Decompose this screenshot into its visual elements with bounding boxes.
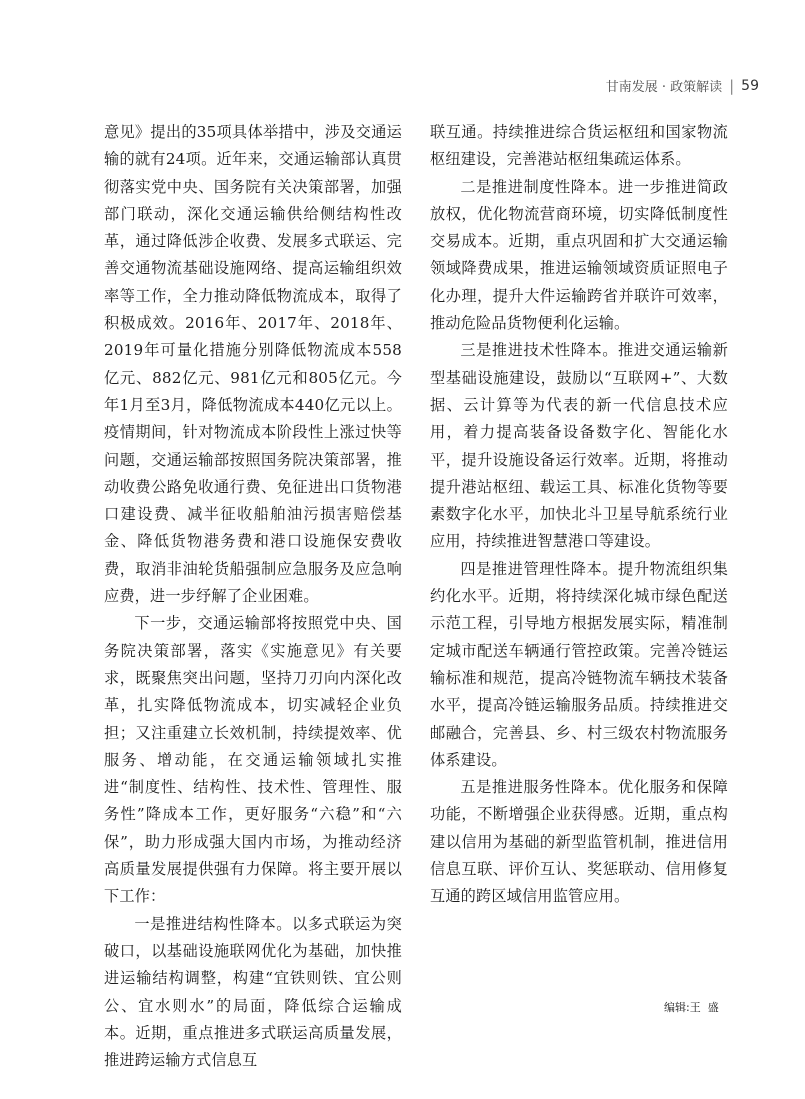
paragraph: 下一步，交通运输部将按照党中央、国务院决策部署，落实《实施意见》有关要求，既聚焦突出问题，坚持刀刃向内深化改革，扎实降低物流成本，切实减轻企业负担；又注重建立长效机制，持续提效率、优服务、增动能，在交通运输领域扎实推进“制度性、结构性、技术性、管理性、服务性”降成本工作，更好服务“六稳”和“六保”，助力形成强大国内市场，为推动经济高质量发展提供强有力保障。将主要开展以下工作：: [104, 614, 402, 906]
paragraph: 四是推进管理性降本。提升物流组织集约化水平。近期，将持续深化城市绿色配送示范工程，引导地方根据发展实际，精准制定城市配送车辆通行管控政策。完善冷链运输标准和规范，提高冷链物流车辆技术装备水平，提高冷链运输服务品质。持续推进交邮融合，完善县、乡、村三级农村物流服务体系建设。: [430, 559, 728, 769]
header-separator: |: [729, 76, 735, 95]
section-title: 甘南发展 · 政策解读: [605, 80, 723, 95]
editor-credit: 编辑:王 盛: [664, 1001, 719, 1014]
running-header: [606, 76, 759, 95]
paragraph: 二是推进制度性降本。进一步推进简政放权，优化物流营商环境，切实降低制度性交易成本。近期，重点巩固和扩大交通运输领域降费成果，推进运输领域资质证照电子化办理，提升大件运输跨省并联许可效率，推动危险品货物便利化运输。: [430, 177, 728, 333]
page-number: 59: [741, 77, 759, 94]
paragraph: 三是推进技术性降本。推进交通运输新型基础设施建设，鼓励以“互联网+”、大数据、云计算等为代表的新一代信息技术应用，着力提高装备设备数字化、智能化水平，提升设施设备运行效率。近期，将推动提升港站枢纽、载运工具、标准化货物等要素数字化水平，加快北斗卫星导航系统行业应用，持续推进智慧港口等建设。: [430, 341, 728, 551]
right-column: [430, 119, 728, 911]
paragraph: 一是推进结构性降本。以多式联运为突破口，以基础设施联网优化为基础，加快推进运输结构调整，构建“宜铁则铁、宜公则公、宜水则水”的局面，降低综合运输成本。近期，重点推进多式联运高质量发展，推进跨运输方式信息互: [104, 914, 402, 1070]
left-column: [104, 119, 402, 1074]
paragraph: 联互通。持续推进综合货运枢纽和国家物流枢纽建设，完善港站枢纽集疏运体系。: [430, 123, 728, 169]
paragraph: 五是推进服务性降本。优化服务和保障功能，不断增强企业获得感。近期，重点构建以信用为基础的新型监管机制，推进信用信息互联、评价互认、奖惩联动、信用修复互通的跨区域信用监管应用。: [430, 778, 728, 906]
paragraph: 意见》提出的35项具体举措中，涉及交通运输的就有24项。近年来，交通运输部认真贯彻落实党中央、国务院有关决策部署，加强部门联动，深化交通运输供给侧结构性改革，通过降低涉企收费、发展多式联运、完善交通物流基础设施网络、提高运输组织效率等工作，全力推动降低物流成本，取得了积极成效。2016年、2017年、2018年、2019年可量化措施分别降低物流成本558亿元、882亿元、981亿元和805亿元。今年1月至3月，降低物流成本440亿元以上。疫情期间，针对物流成本阶段性上涨过快等问题，交通运输部按照国务院决策部署，推动收费公路免收通行费、免征进出口货物港口建设费、减半征收船舶油污损害赔偿基金、降低货物港务费和港口设施保安费收费，取消非油轮货船强制应急服务及应急响应费，进一步纾解了企业困难。: [104, 123, 402, 606]
